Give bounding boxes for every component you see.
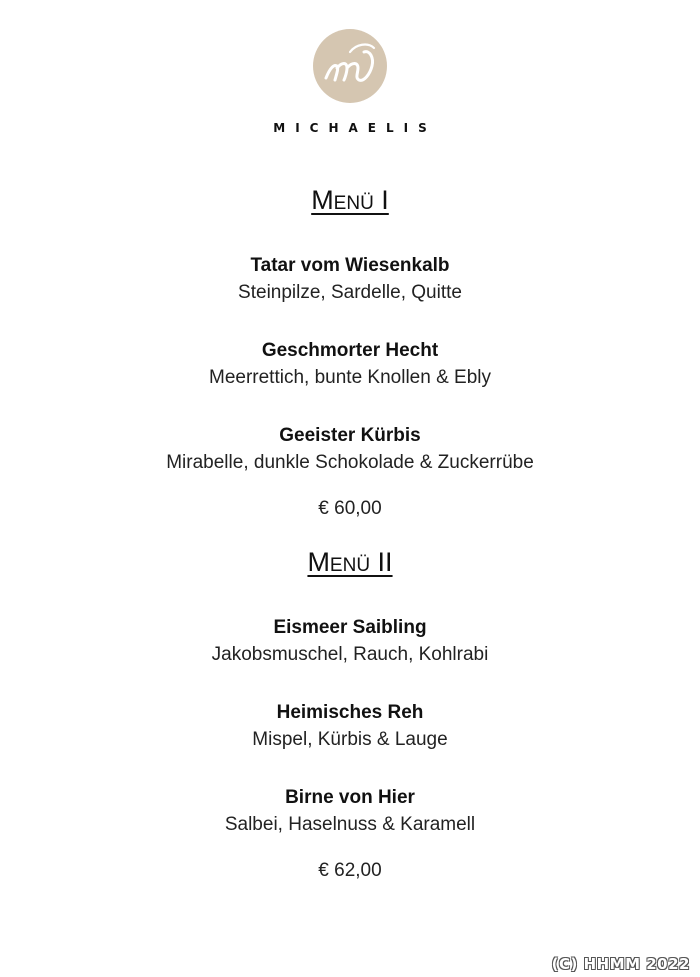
logo xyxy=(0,28,700,104)
dish-item xyxy=(0,616,700,670)
menu-title-2: Menü II xyxy=(307,547,393,577)
dish-name: Birne von Hier xyxy=(285,787,415,808)
menu-price-1: € 60,00 xyxy=(318,498,382,519)
dish-item xyxy=(0,786,700,840)
brand-name: MICHAELIS xyxy=(273,121,437,135)
menu-price-2: € 62,00 xyxy=(318,860,382,881)
dish-item xyxy=(0,254,700,308)
dish-description: Steinpilze, Sardelle, Quitte xyxy=(238,282,462,303)
dish-name: Tatar vom Wiesenkalb xyxy=(250,255,450,276)
copyright-watermark: (C) HHMM 2022 xyxy=(551,955,690,973)
dish-name: Heimisches Reh xyxy=(276,702,424,723)
dish-description: Salbei, Haselnuss & Karamell xyxy=(224,814,476,835)
dish-name: Geeister Kürbis xyxy=(279,425,421,446)
dish-item xyxy=(0,701,700,755)
dish-item xyxy=(0,424,700,478)
michaelis-logo-icon xyxy=(312,28,388,104)
dish-description: Meerrettich, bunte Knollen & Ebly xyxy=(209,367,491,388)
dish-description: Mispel, Kürbis & Lauge xyxy=(252,729,448,750)
dish-name: Geschmorter Hecht xyxy=(261,340,439,361)
dish-description: Jakobsmuschel, Rauch, Kohlrabi xyxy=(211,644,489,665)
menu-title-1: Menü I xyxy=(311,185,389,215)
dish-item xyxy=(0,339,700,393)
dish-description: Mirabelle, dunkle Schokolade & Zuckerrübe xyxy=(166,452,534,473)
dish-name: Eismeer Saibling xyxy=(273,617,427,638)
